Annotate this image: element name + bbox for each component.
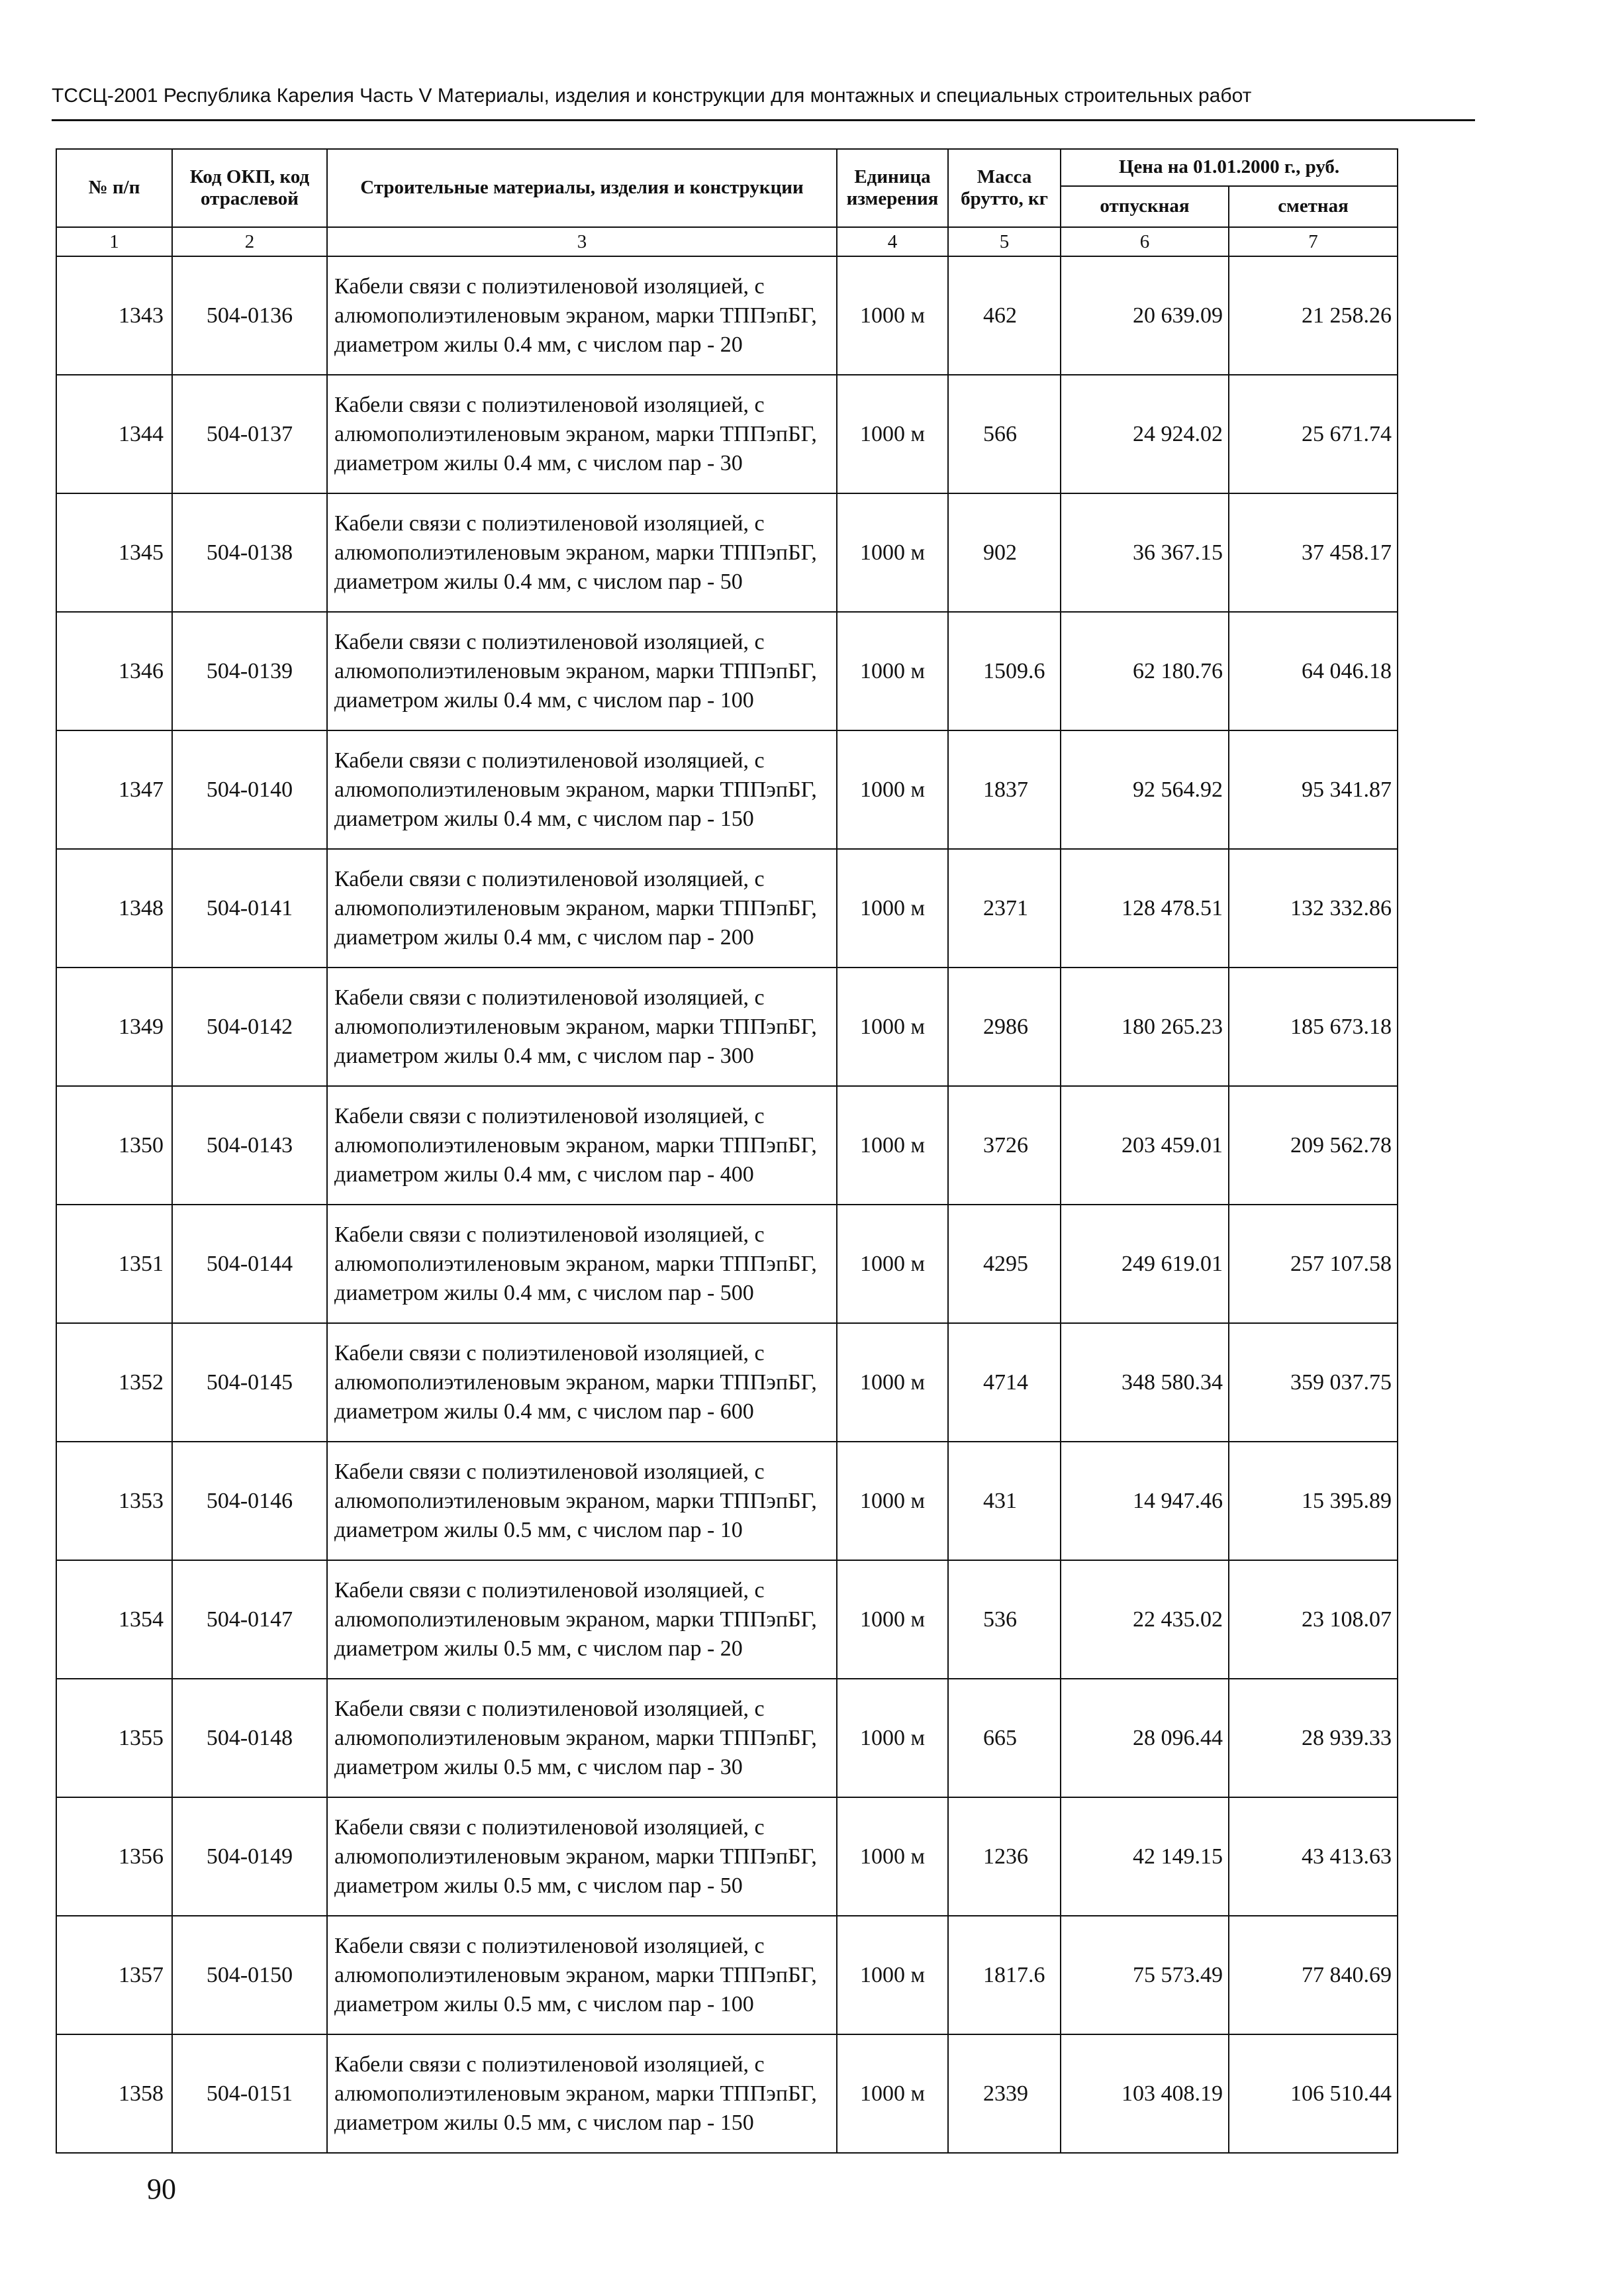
row-number: 1350 xyxy=(56,1086,172,1205)
price-wholesale: 103 408.19 xyxy=(1061,2034,1229,2153)
header-mass: Масса брутто, кг xyxy=(948,149,1061,227)
material-description: Кабели связи с полиэтиленовой изоляцией, с алюмополиэтиленовым экраном, марки ТППэпБГ, диаметром жилы 0.4 мм, с числом пар - 500 xyxy=(327,1205,837,1323)
header-price-wholesale: отпускная xyxy=(1061,186,1229,227)
price-table xyxy=(56,148,1398,2154)
row-number: 1344 xyxy=(56,375,172,493)
material-description: Кабели связи с полиэтиленовой изоляцией, с алюмополиэтиленовым экраном, марки ТППэпБГ, диаметром жилы 0.5 мм, с числом пар - 100 xyxy=(327,1916,837,2034)
gross-mass: 566 xyxy=(948,375,1061,493)
gross-mass: 431 xyxy=(948,1442,1061,1560)
unit-of-measure: 1000 м xyxy=(837,1086,948,1205)
okp-code: 504-0139 xyxy=(172,612,327,730)
price-estimate: 185 673.18 xyxy=(1229,968,1398,1086)
table-row xyxy=(56,1560,1398,1679)
unit-of-measure: 1000 м xyxy=(837,1679,948,1797)
row-number: 1353 xyxy=(56,1442,172,1560)
table-row xyxy=(56,1797,1398,1916)
unit-of-measure: 1000 м xyxy=(837,849,948,968)
okp-code: 504-0147 xyxy=(172,1560,327,1679)
row-number: 1347 xyxy=(56,730,172,849)
gross-mass: 2371 xyxy=(948,849,1061,968)
table-row xyxy=(56,375,1398,493)
table-row xyxy=(56,1679,1398,1797)
price-estimate: 21 258.26 xyxy=(1229,256,1398,375)
price-estimate: 359 037.75 xyxy=(1229,1323,1398,1442)
gross-mass: 4714 xyxy=(948,1323,1061,1442)
okp-code: 504-0149 xyxy=(172,1797,327,1916)
table-row xyxy=(56,1086,1398,1205)
row-number: 1355 xyxy=(56,1679,172,1797)
price-estimate: 28 939.33 xyxy=(1229,1679,1398,1797)
table-row xyxy=(56,849,1398,968)
header-divider xyxy=(52,119,1475,121)
price-estimate: 25 671.74 xyxy=(1229,375,1398,493)
gross-mass: 902 xyxy=(948,493,1061,612)
table-row xyxy=(56,730,1398,849)
gross-mass: 1817.6 xyxy=(948,1916,1061,2034)
price-estimate: 23 108.07 xyxy=(1229,1560,1398,1679)
okp-code: 504-0145 xyxy=(172,1323,327,1442)
table-body xyxy=(56,256,1398,2153)
header-price-group: Цена на 01.01.2000 г., руб. xyxy=(1061,149,1398,186)
unit-of-measure: 1000 м xyxy=(837,1560,948,1679)
row-number: 1357 xyxy=(56,1916,172,2034)
price-estimate: 95 341.87 xyxy=(1229,730,1398,849)
price-estimate: 132 332.86 xyxy=(1229,849,1398,968)
price-wholesale: 14 947.46 xyxy=(1061,1442,1229,1560)
unit-of-measure: 1000 м xyxy=(837,968,948,1086)
table-row xyxy=(56,612,1398,730)
unit-of-measure: 1000 м xyxy=(837,493,948,612)
price-estimate: 64 046.18 xyxy=(1229,612,1398,730)
material-description: Кабели связи с полиэтиленовой изоляцией, с алюмополиэтиленовым экраном, марки ТППэпБГ, диаметром жилы 0.4 мм, с числом пар - 20 xyxy=(327,256,837,375)
price-estimate: 209 562.78 xyxy=(1229,1086,1398,1205)
column-number: 2 xyxy=(172,227,327,256)
material-description: Кабели связи с полиэтиленовой изоляцией, с алюмополиэтиленовым экраном, марки ТППэпБГ, диаметром жилы 0.5 мм, с числом пар - 30 xyxy=(327,1679,837,1797)
page-number: 90 xyxy=(147,2173,176,2205)
material-description: Кабели связи с полиэтиленовой изоляцией, с алюмополиэтиленовым экраном, марки ТППэпБГ, диаметром жилы 0.5 мм, с числом пар - 10 xyxy=(327,1442,837,1560)
gross-mass: 4295 xyxy=(948,1205,1061,1323)
price-estimate: 106 510.44 xyxy=(1229,2034,1398,2153)
table-row xyxy=(56,1323,1398,1442)
column-number: 4 xyxy=(837,227,948,256)
gross-mass: 665 xyxy=(948,1679,1061,1797)
table-row xyxy=(56,1205,1398,1323)
header-code: Код ОКП, код отраслевой xyxy=(172,149,327,227)
material-description: Кабели связи с полиэтиленовой изоляцией, с алюмополиэтиленовым экраном, марки ТППэпБГ, диаметром жилы 0.4 мм, с числом пар - 30 xyxy=(327,375,837,493)
price-wholesale: 92 564.92 xyxy=(1061,730,1229,849)
unit-of-measure: 1000 м xyxy=(837,1442,948,1560)
okp-code: 504-0150 xyxy=(172,1916,327,2034)
price-estimate: 77 840.69 xyxy=(1229,1916,1398,2034)
column-number: 1 xyxy=(56,227,172,256)
row-number: 1348 xyxy=(56,849,172,968)
unit-of-measure: 1000 м xyxy=(837,1205,948,1323)
okp-code: 504-0140 xyxy=(172,730,327,849)
header-unit: Единица измерения xyxy=(837,149,948,227)
okp-code: 504-0148 xyxy=(172,1679,327,1797)
row-number: 1352 xyxy=(56,1323,172,1442)
gross-mass: 536 xyxy=(948,1560,1061,1679)
price-wholesale: 249 619.01 xyxy=(1061,1205,1229,1323)
price-wholesale: 42 149.15 xyxy=(1061,1797,1229,1916)
row-number: 1354 xyxy=(56,1560,172,1679)
price-wholesale: 75 573.49 xyxy=(1061,1916,1229,2034)
row-number: 1351 xyxy=(56,1205,172,1323)
gross-mass: 2339 xyxy=(948,2034,1061,2153)
price-wholesale: 24 924.02 xyxy=(1061,375,1229,493)
row-number: 1346 xyxy=(56,612,172,730)
unit-of-measure: 1000 м xyxy=(837,2034,948,2153)
table-row xyxy=(56,1442,1398,1560)
gross-mass: 1236 xyxy=(948,1797,1061,1916)
price-wholesale: 20 639.09 xyxy=(1061,256,1229,375)
material-description: Кабели связи с полиэтиленовой изоляцией, с алюмополиэтиленовым экраном, марки ТППэпБГ, диаметром жилы 0.4 мм, с числом пар - 50 xyxy=(327,493,837,612)
material-description: Кабели связи с полиэтиленовой изоляцией, с алюмополиэтиленовым экраном, марки ТППэпБГ, диаметром жилы 0.4 мм, с числом пар - 100 xyxy=(327,612,837,730)
material-description: Кабели связи с полиэтиленовой изоляцией, с алюмополиэтиленовым экраном, марки ТППэпБГ, диаметром жилы 0.5 мм, с числом пар - 150 xyxy=(327,2034,837,2153)
okp-code: 504-0138 xyxy=(172,493,327,612)
column-number: 6 xyxy=(1061,227,1229,256)
unit-of-measure: 1000 м xyxy=(837,1323,948,1442)
price-estimate: 15 395.89 xyxy=(1229,1442,1398,1560)
table-row xyxy=(56,2034,1398,2153)
price-wholesale: 22 435.02 xyxy=(1061,1560,1229,1679)
header-num: № п/п xyxy=(56,149,172,227)
price-wholesale: 28 096.44 xyxy=(1061,1679,1229,1797)
okp-code: 504-0151 xyxy=(172,2034,327,2153)
material-description: Кабели связи с полиэтиленовой изоляцией, с алюмополиэтиленовым экраном, марки ТППэпБГ, диаметром жилы 0.5 мм, с числом пар - 50 xyxy=(327,1797,837,1916)
okp-code: 504-0136 xyxy=(172,256,327,375)
page-running-title: ТССЦ-2001 Республика Карелия Часть V Материалы, изделия и конструкции для монтажных и специальных строительных работ xyxy=(52,85,1252,107)
gross-mass: 2986 xyxy=(948,968,1061,1086)
material-description: Кабели связи с полиэтиленовой изоляцией, с алюмополиэтиленовым экраном, марки ТППэпБГ, диаметром жилы 0.4 мм, с числом пар - 200 xyxy=(327,849,837,968)
table-row xyxy=(56,256,1398,375)
material-description: Кабели связи с полиэтиленовой изоляцией, с алюмополиэтиленовым экраном, марки ТППэпБГ, диаметром жилы 0.4 мм, с числом пар - 600 xyxy=(327,1323,837,1442)
okp-code: 504-0141 xyxy=(172,849,327,968)
unit-of-measure: 1000 м xyxy=(837,1916,948,2034)
price-wholesale: 348 580.34 xyxy=(1061,1323,1229,1442)
okp-code: 504-0143 xyxy=(172,1086,327,1205)
price-wholesale: 128 478.51 xyxy=(1061,849,1229,968)
row-number: 1356 xyxy=(56,1797,172,1916)
header-price-estimate: сметная xyxy=(1229,186,1398,227)
table-row xyxy=(56,493,1398,612)
unit-of-measure: 1000 м xyxy=(837,1797,948,1916)
price-wholesale: 180 265.23 xyxy=(1061,968,1229,1086)
header-name: Строительные материалы, изделия и конструкции xyxy=(327,149,837,227)
unit-of-measure: 1000 м xyxy=(837,612,948,730)
gross-mass: 3726 xyxy=(948,1086,1061,1205)
okp-code: 504-0144 xyxy=(172,1205,327,1323)
unit-of-measure: 1000 м xyxy=(837,730,948,849)
unit-of-measure: 1000 м xyxy=(837,375,948,493)
column-number: 7 xyxy=(1229,227,1398,256)
row-number: 1358 xyxy=(56,2034,172,2153)
price-estimate: 37 458.17 xyxy=(1229,493,1398,612)
row-number: 1345 xyxy=(56,493,172,612)
gross-mass: 462 xyxy=(948,256,1061,375)
row-number: 1343 xyxy=(56,256,172,375)
unit-of-measure: 1000 м xyxy=(837,256,948,375)
price-wholesale: 203 459.01 xyxy=(1061,1086,1229,1205)
column-number: 5 xyxy=(948,227,1061,256)
price-estimate: 257 107.58 xyxy=(1229,1205,1398,1323)
row-number: 1349 xyxy=(56,968,172,1086)
okp-code: 504-0146 xyxy=(172,1442,327,1560)
column-number: 3 xyxy=(327,227,837,256)
price-estimate: 43 413.63 xyxy=(1229,1797,1398,1916)
column-number-row xyxy=(56,227,1398,256)
material-description: Кабели связи с полиэтиленовой изоляцией, с алюмополиэтиленовым экраном, марки ТППэпБГ, диаметром жилы 0.5 мм, с числом пар - 20 xyxy=(327,1560,837,1679)
table-row xyxy=(56,968,1398,1086)
material-description: Кабели связи с полиэтиленовой изоляцией, с алюмополиэтиленовым экраном, марки ТППэпБГ, диаметром жилы 0.4 мм, с числом пар - 300 xyxy=(327,968,837,1086)
price-wholesale: 62 180.76 xyxy=(1061,612,1229,730)
okp-code: 504-0142 xyxy=(172,968,327,1086)
okp-code: 504-0137 xyxy=(172,375,327,493)
table-header xyxy=(56,149,1398,256)
material-description: Кабели связи с полиэтиленовой изоляцией, с алюмополиэтиленовым экраном, марки ТППэпБГ, диаметром жилы 0.4 мм, с числом пар - 400 xyxy=(327,1086,837,1205)
material-description: Кабели связи с полиэтиленовой изоляцией, с алюмополиэтиленовым экраном, марки ТППэпБГ, диаметром жилы 0.4 мм, с числом пар - 150 xyxy=(327,730,837,849)
price-wholesale: 36 367.15 xyxy=(1061,493,1229,612)
table-row xyxy=(56,1916,1398,2034)
gross-mass: 1509.6 xyxy=(948,612,1061,730)
gross-mass: 1837 xyxy=(948,730,1061,849)
